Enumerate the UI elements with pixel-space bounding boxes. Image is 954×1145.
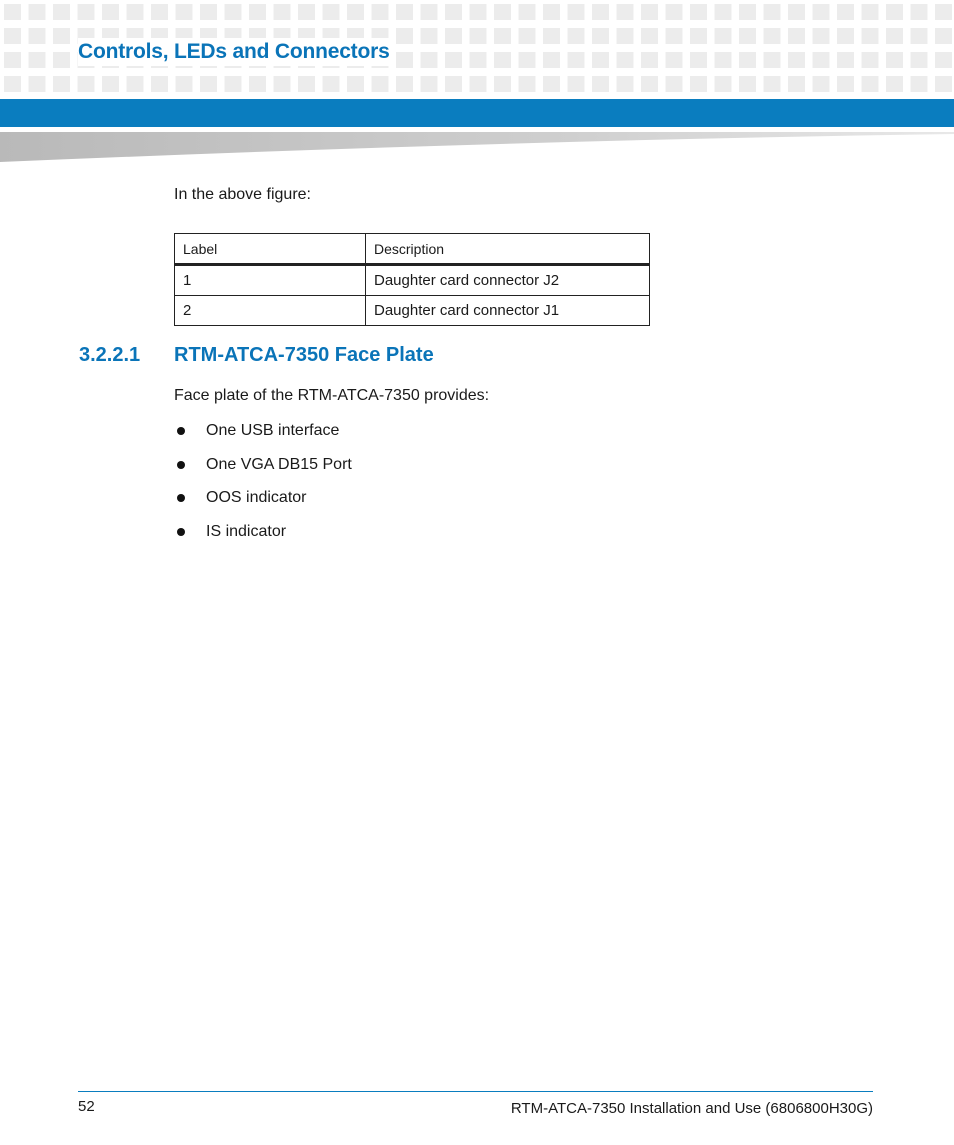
column-header-description: Description	[366, 234, 650, 265]
list-item-text: One USB interface	[206, 422, 340, 439]
section-number: 3.2.2.1	[79, 344, 141, 366]
list-item-text: OOS indicator	[206, 489, 307, 507]
header-gray-swoosh	[0, 128, 954, 164]
section-title: RTM-ATCA-7350 Face Plate	[174, 344, 434, 366]
table-header-row	[175, 234, 650, 265]
list-item	[174, 419, 352, 453]
table-row	[175, 296, 650, 326]
table-cell-description: Daughter card connector J1	[366, 296, 650, 326]
list-item-text: IS indicator	[206, 523, 287, 541]
feature-list	[174, 419, 352, 554]
footer-rule	[78, 1091, 873, 1092]
section-heading	[79, 344, 434, 367]
footer-doc-title: RTM-ATCA-7350 Installation and Use (6806800H30G)	[510, 1100, 873, 1117]
intro-text: In the above figure:	[174, 186, 311, 203]
page-number: 52	[78, 1098, 95, 1115]
table-cell-description: Daughter card connector J2	[366, 265, 650, 296]
chapter-title: Controls, LEDs and Connectors	[78, 38, 396, 66]
list-item	[174, 486, 352, 520]
table-cell-label: 1	[175, 265, 366, 296]
bullet-icon	[177, 494, 185, 502]
list-item-text: One VGA DB15 Port	[206, 455, 352, 473]
list-item	[174, 453, 352, 487]
section-lead-text: Face plate of the RTM-ATCA-7350 provides:	[174, 387, 490, 404]
table-cell-label: 2	[175, 296, 366, 326]
table-row	[175, 265, 650, 296]
list-item	[174, 520, 352, 554]
bullet-icon	[177, 528, 185, 536]
label-description-table	[174, 233, 650, 326]
header-blue-band	[0, 99, 954, 127]
bullet-icon	[177, 461, 185, 469]
column-header-label: Label	[175, 234, 366, 265]
bullet-icon	[177, 427, 185, 435]
